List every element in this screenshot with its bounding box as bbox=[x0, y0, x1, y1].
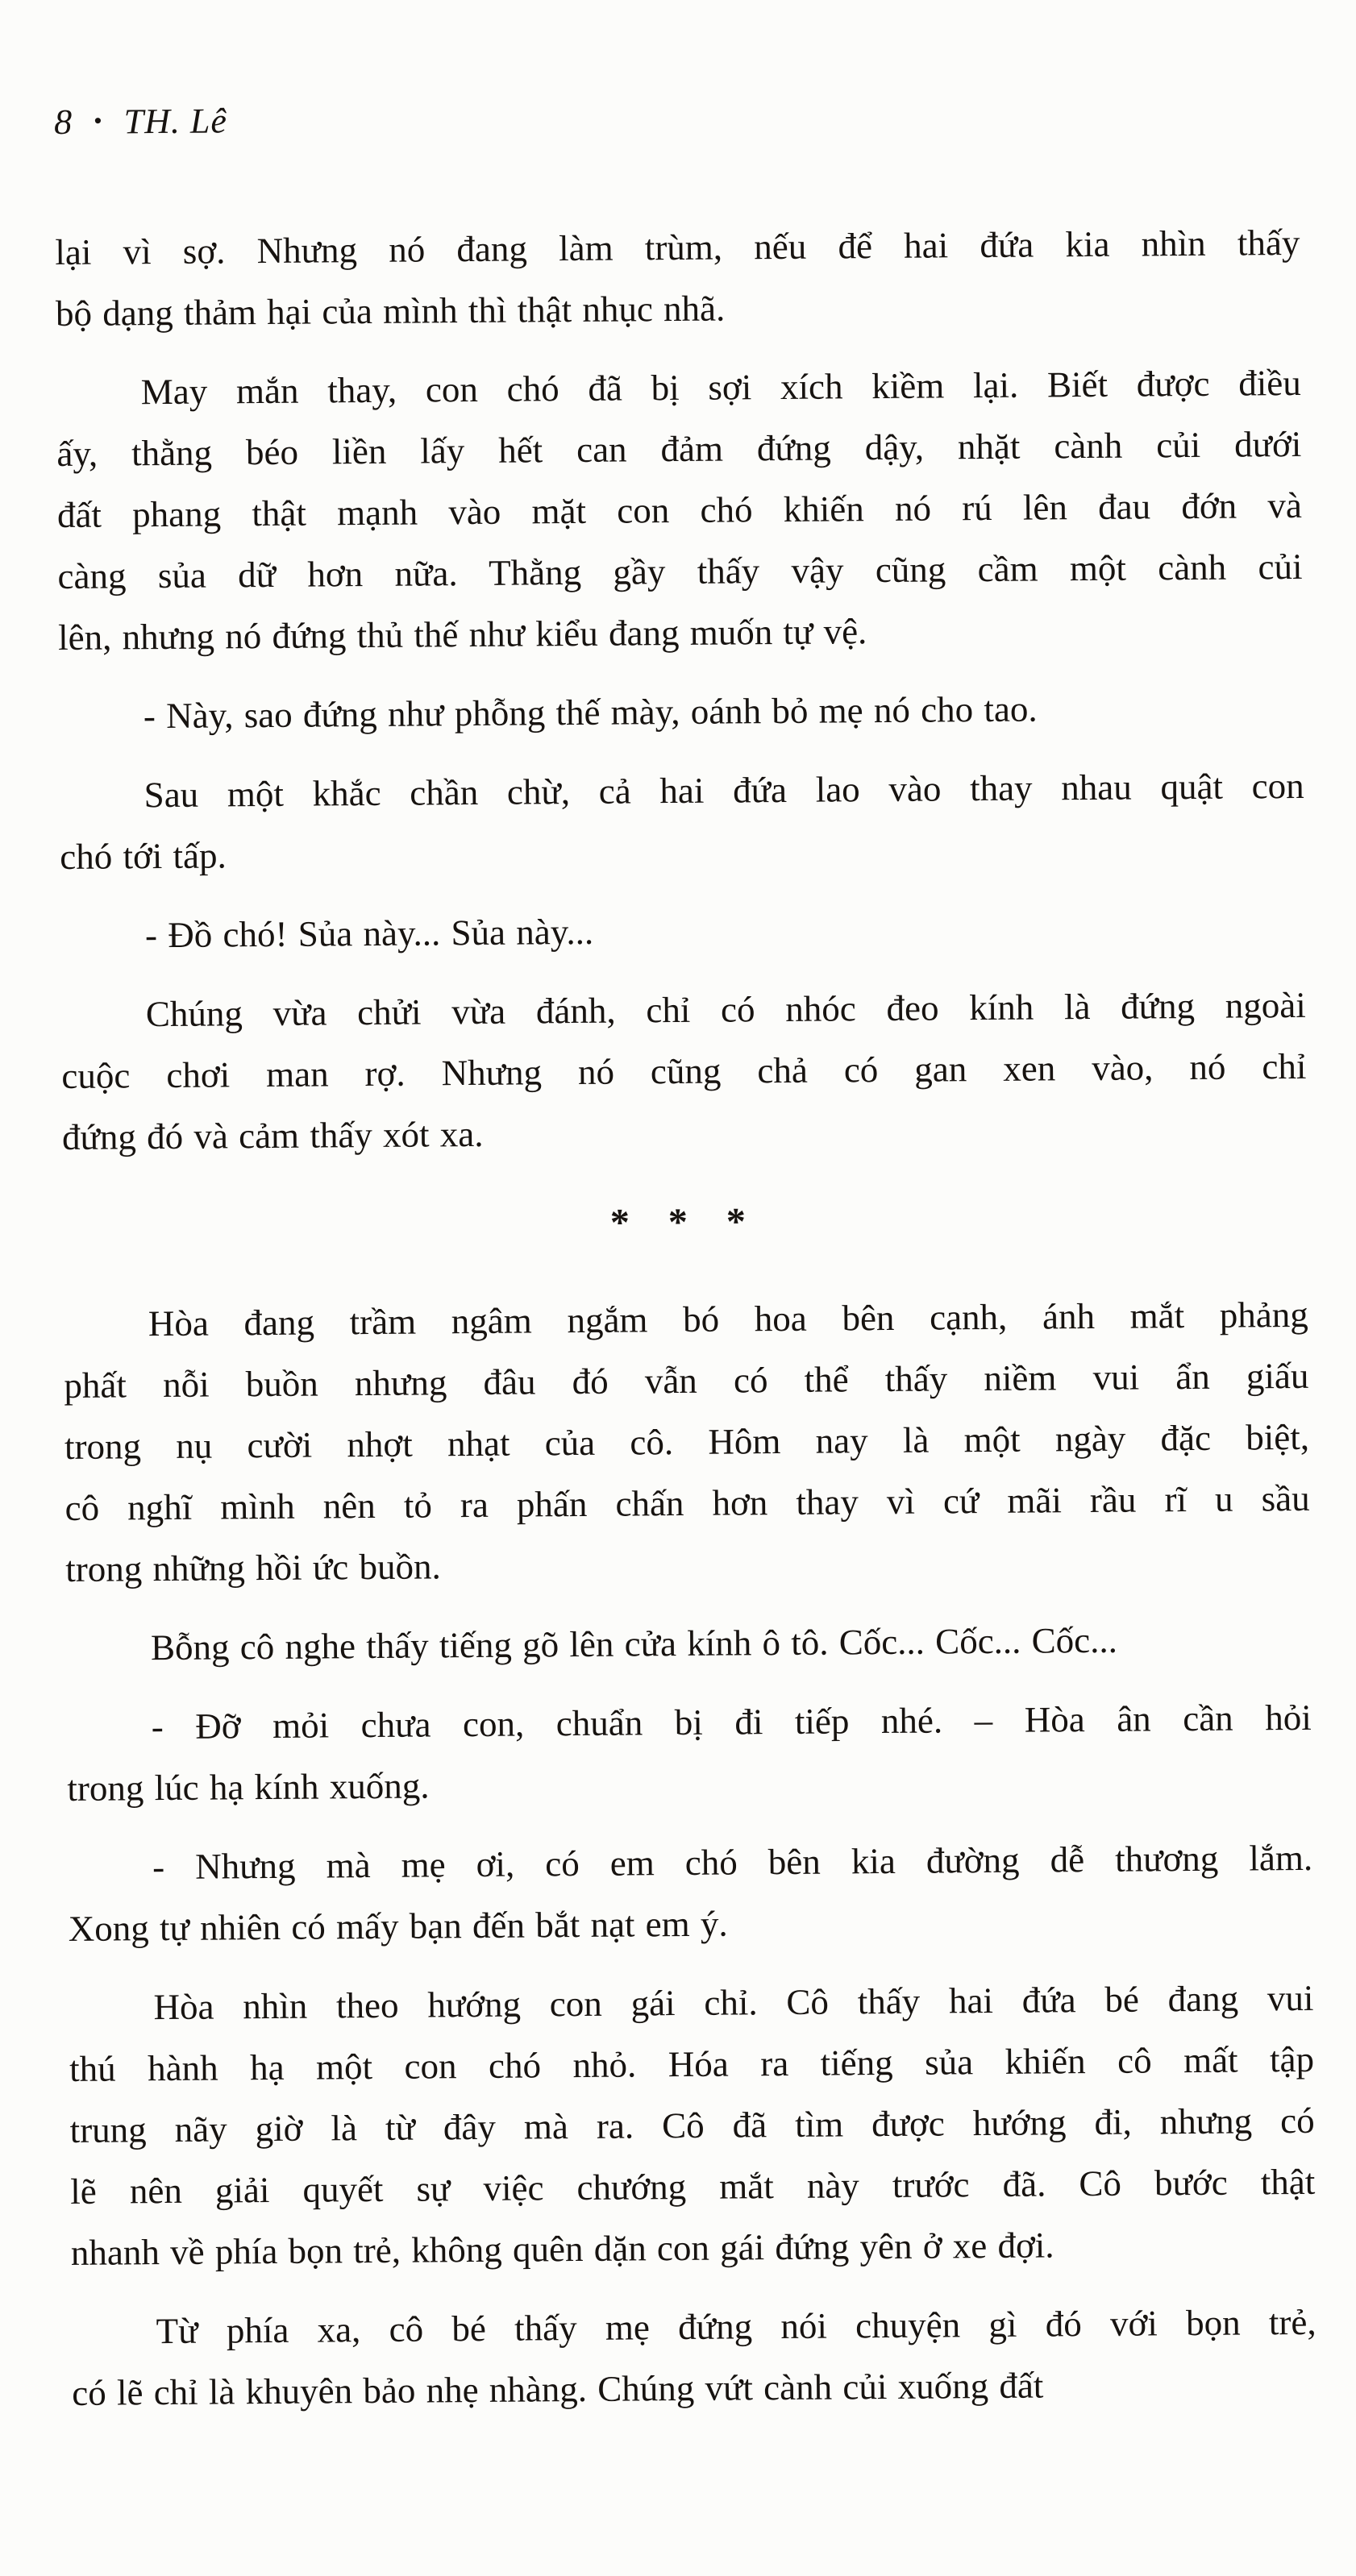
text-line: ấy, thằng béo liền lấy hết can đảm đứng dậy, nhặt cành củi dưới bbox=[56, 423, 1302, 475]
text-line: Sau một khắc chần chừ, cả hai đứa lao vào thay nhau quật con bbox=[144, 765, 1304, 816]
paragraph bbox=[59, 676, 1304, 747]
text-line: chó tới tấp. bbox=[60, 835, 227, 878]
text-line: lên, nhưng nó đứng thủ thế như kiểu đang muốn tự vệ. bbox=[57, 611, 867, 659]
text-line: đứng đó và cảm thấy xót xa. bbox=[61, 1113, 484, 1158]
text-line: Bỗng cô nghe thấy tiếng gõ lên cửa kính ô tô. Cốc... Cốc... Cốc... bbox=[150, 1619, 1118, 1668]
text-line: lẽ nên giải quyết sự việc chướng mắt này trước đã. Cô bước thật bbox=[70, 2161, 1316, 2212]
text-line: Từ phía xa, cô bé thấy mẹ đứng nói chuyện gì đó với bọn trẻ, bbox=[156, 2301, 1316, 2352]
section-break: * * * bbox=[609, 1200, 761, 1244]
text-line: càng sủa dữ hơn nữa. Thằng gầy thấy vậy cũng cầm một cành củi bbox=[57, 546, 1303, 597]
text-line: trong những hồi ức buồn. bbox=[65, 1546, 441, 1589]
text-line: - Đỡ mỏi chưa con, chuẩn bị đi tiếp nhé. – Hòa ân cần hỏi bbox=[151, 1697, 1312, 1747]
text-line: Hòa nhìn theo hướng con gái chỉ. Cô thấy hai đứa bé đang vui bbox=[153, 1977, 1314, 2028]
page-number: 8 bbox=[53, 102, 73, 143]
paragraph bbox=[61, 974, 1308, 1168]
text-line: cuộc chơi man rợ. Nhưng nó cũng chả có gan xen vào, nó chỉ bbox=[61, 1045, 1307, 1097]
text-line: thú hành hạ một con chó nhỏ. Hóa ra tiếng sủa khiến cô mất tập bbox=[69, 2038, 1315, 2089]
paragraph bbox=[66, 1687, 1312, 1819]
paragraph bbox=[66, 1608, 1312, 1679]
text-line: - Đồ chó! Sủa này... Sủa này... bbox=[144, 911, 594, 956]
text-line: May mắn thay, con chó đã bị sợi xích kiềm lại. Biết được điều bbox=[140, 362, 1301, 413]
text-line: trung nãy giờ là từ đây mà ra. Cô đã tìm được hướng đi, nhưng có bbox=[69, 2100, 1315, 2150]
paragraph bbox=[64, 1284, 1311, 1600]
text-line: lại vì sợ. Nhưng nó đang làm trùm, nếu để hai đứa kia nhìn thấy bbox=[55, 222, 1300, 273]
text-line: trong nụ cười nhợt nhạt của cô. Hôm nay là một ngày đặc biệt, bbox=[64, 1416, 1310, 1467]
paragraph bbox=[59, 755, 1304, 887]
text-line: nhanh về phía bọn trẻ, không quên dặn con gái đứng yên ở xe đợi. bbox=[70, 2225, 1054, 2273]
text-line: Hòa đang trầm ngâm ngắm bó hoa bên cạnh, ánh mắt phảng bbox=[148, 1294, 1308, 1344]
text-line: đất phang thật mạnh vào mặt con chó khiến nó rú lên đau đớn và bbox=[56, 484, 1303, 536]
page-header bbox=[54, 90, 1299, 149]
paragraph bbox=[71, 2291, 1316, 2424]
paragraph bbox=[69, 1967, 1316, 2283]
paragraph bbox=[55, 212, 1300, 344]
text-line: - Này, sao đứng như phỗng thế mày, oánh bỏ mẹ nó cho tao. bbox=[143, 688, 1038, 737]
text-line: trong lúc hạ kính xuống. bbox=[67, 1765, 430, 1809]
text-line: cô nghĩ mình nên tỏ ra phấn chấn hơn thay vì cứ mãi rầu rĩ u sầu bbox=[64, 1477, 1310, 1528]
paragraph bbox=[56, 352, 1303, 668]
author-name: TH. Lê bbox=[123, 101, 228, 142]
text-line: phất nỗi buồn nhưng đâu đó vẫn có thể thấy niềm vui ẩn giấu bbox=[64, 1355, 1309, 1406]
page-body bbox=[55, 212, 1316, 2424]
paragraph bbox=[68, 1827, 1313, 1959]
text-line: có lẽ chỉ là khuyên bảo nhẹ nhàng. Chúng vứt cành củi xuống đất bbox=[72, 2365, 1044, 2413]
text-line: bộ dạng thảm hại của mình thì thật nhục nhã. bbox=[55, 288, 726, 334]
header-bullet-icon: • bbox=[93, 107, 103, 135]
text-line: Chúng vừa chửi vừa đánh, chỉ có nhóc đeo kính là đứng ngoài bbox=[145, 984, 1306, 1035]
text-line: - Nhưng mà mẹ ơi, có em chó bên kia đường dễ thương lắm. bbox=[152, 1837, 1313, 1888]
paragraph bbox=[60, 895, 1306, 966]
text-line: Xong tự nhiên có mấy bạn đến bắt nạt em ý. bbox=[68, 1903, 728, 1949]
